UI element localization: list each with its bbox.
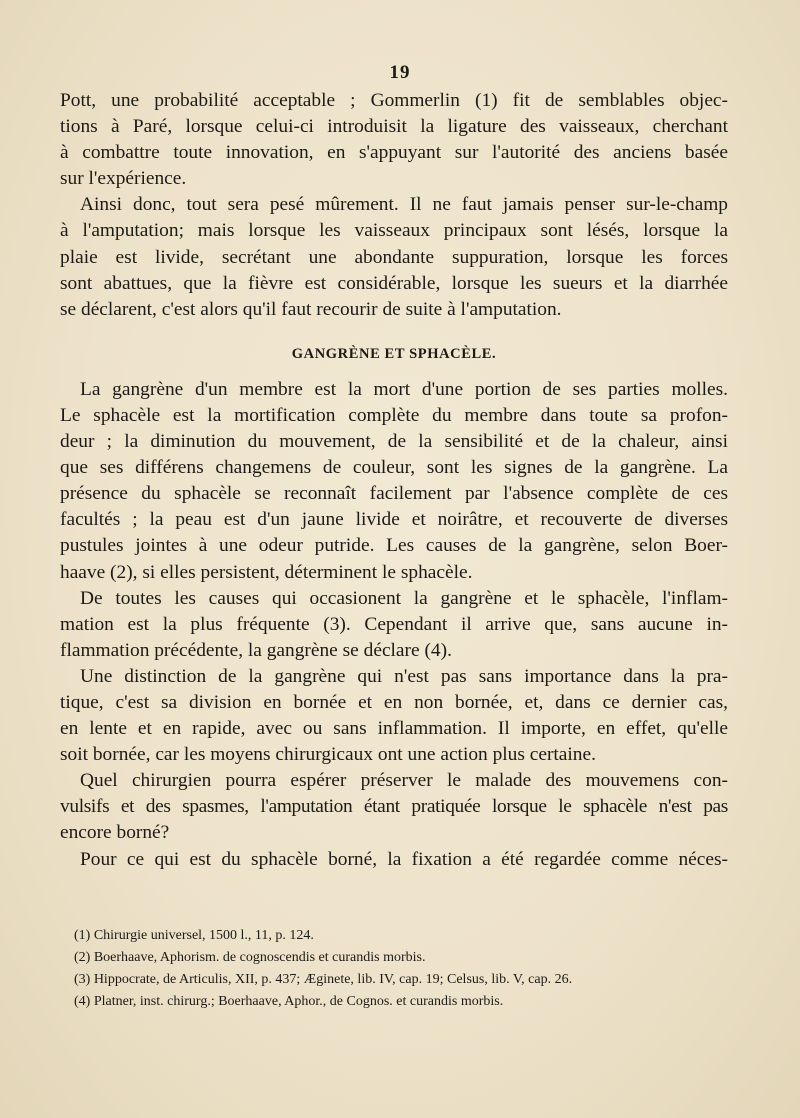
text-line: mation est la plus fréquente (3). Cependant il arrive que, sans aucune in- <box>60 613 728 635</box>
text-line: sont abattues, que la fièvre est considérable, lorsque les sueurs et la diarrhée <box>60 272 728 294</box>
text-line: Pour ce qui est du sphacèle borné, la fixation a été regardée comme néces- <box>80 848 728 870</box>
text-line: en lente et en rapide, avec ou sans inflammation. Il importe, en effet, qu'elle <box>60 718 728 740</box>
text-line: haave (2), si elles persistent, déterminent le sphacèle. <box>60 561 473 583</box>
text-line: à combattre toute innovation, en s'appuyant sur l'autorité des anciens basée <box>60 142 728 164</box>
text-line: La gangrène d'un membre est la mort d'une portion de ses parties molles. <box>80 378 728 400</box>
text-line: Pott, une probabilité acceptable ; Gommerlin (1) fit de semblables objec- <box>60 90 728 111</box>
text-line: à l'amputation; mais lorsque les vaisseaux principaux sont lésés, lorsque la <box>60 220 728 242</box>
text-line: deur ; la diminution du mouvement, de la sensibilité et de la chaleur, ainsi <box>60 431 728 453</box>
text-line: tique, c'est sa division en bornée et en non bornée, et, dans ce dernier cas, <box>60 691 728 713</box>
text-line: tions à Paré, lorsque celui-ci introduisit la ligature des vaisseaux, cherchant <box>60 116 728 138</box>
footnote: (1) Chirurgie universel, 1500 l., 11, p. 124. <box>74 928 314 943</box>
text-line: Le sphacèle est la mortification complète du membre dans toute sa profon- <box>60 404 728 426</box>
paragraph <box>60 88 728 192</box>
footnote: (4) Platner, inst. chirurg.; Boerhaave, Aphor., de Cognos. et curandis morbis. <box>74 994 504 1009</box>
footnote: (2) Boerhaave, Aphorism. de cognoscendis et curandis morbis. <box>74 950 426 965</box>
text-line: De toutes les causes qui occasionent la gangrène et le sphacèle, l'inflam- <box>80 587 728 609</box>
text-line: flammation précédente, la gangrène se déclare (4). <box>60 639 452 661</box>
paragraph <box>60 586 728 664</box>
section-heading: GANGRÈNE ET SPHACÈLE. <box>291 345 497 362</box>
text-line: encore borné? <box>60 822 170 844</box>
paragraph <box>60 377 728 586</box>
text-line: vulsifs et des spasmes, l'amputation étant pratiquée lorsque le sphacèle n'est pas <box>60 796 728 818</box>
footnotes <box>74 925 734 1013</box>
text-line: plaie est livide, secrétant une abondante suppuration, lorsque les forces <box>60 246 728 268</box>
text-line: Quel chirurgien pourra espérer préserver le malade des mouvemens con- <box>80 770 728 792</box>
footnote: (3) Hippocrate, de Articulis, XII, p. 437; Æginete, lib. IV, cap. 19; Celsus, lib. V, cap. 26. <box>74 972 573 987</box>
text-line: se déclarent, c'est alors qu'il faut recourir de suite à l'amputation. <box>60 298 562 320</box>
text-line: que ses différens changemens de couleur, sont les signes de la gangrène. La <box>60 457 728 479</box>
paragraph <box>60 192 728 322</box>
text-line: Une distinction de la gangrène qui n'est pas sans importance dans la pra- <box>80 665 728 687</box>
text-line: présence du sphacèle se reconnaît facilement par l'absence complète de ces <box>60 483 728 505</box>
text-line: sur l'expérience. <box>60 168 187 190</box>
page-number: 19 <box>389 62 411 83</box>
paragraph <box>60 768 728 846</box>
paragraph <box>60 847 728 873</box>
text-line: Ainsi donc, tout sera pesé mûrement. Il ne faut jamais penser sur-le-champ <box>80 194 728 216</box>
text-line: soit bornée, car les moyens chirurgicaux ont une action plus certaine. <box>60 744 596 766</box>
body-text <box>60 88 728 873</box>
text-line: facultés ; la peau est d'un jaune livide et noirâtre, et recouverte de diverses <box>60 509 728 531</box>
paragraph <box>60 664 728 768</box>
text-line: pustules jointes à une odeur putride. Les causes de la gangrène, selon Boer- <box>60 535 728 557</box>
